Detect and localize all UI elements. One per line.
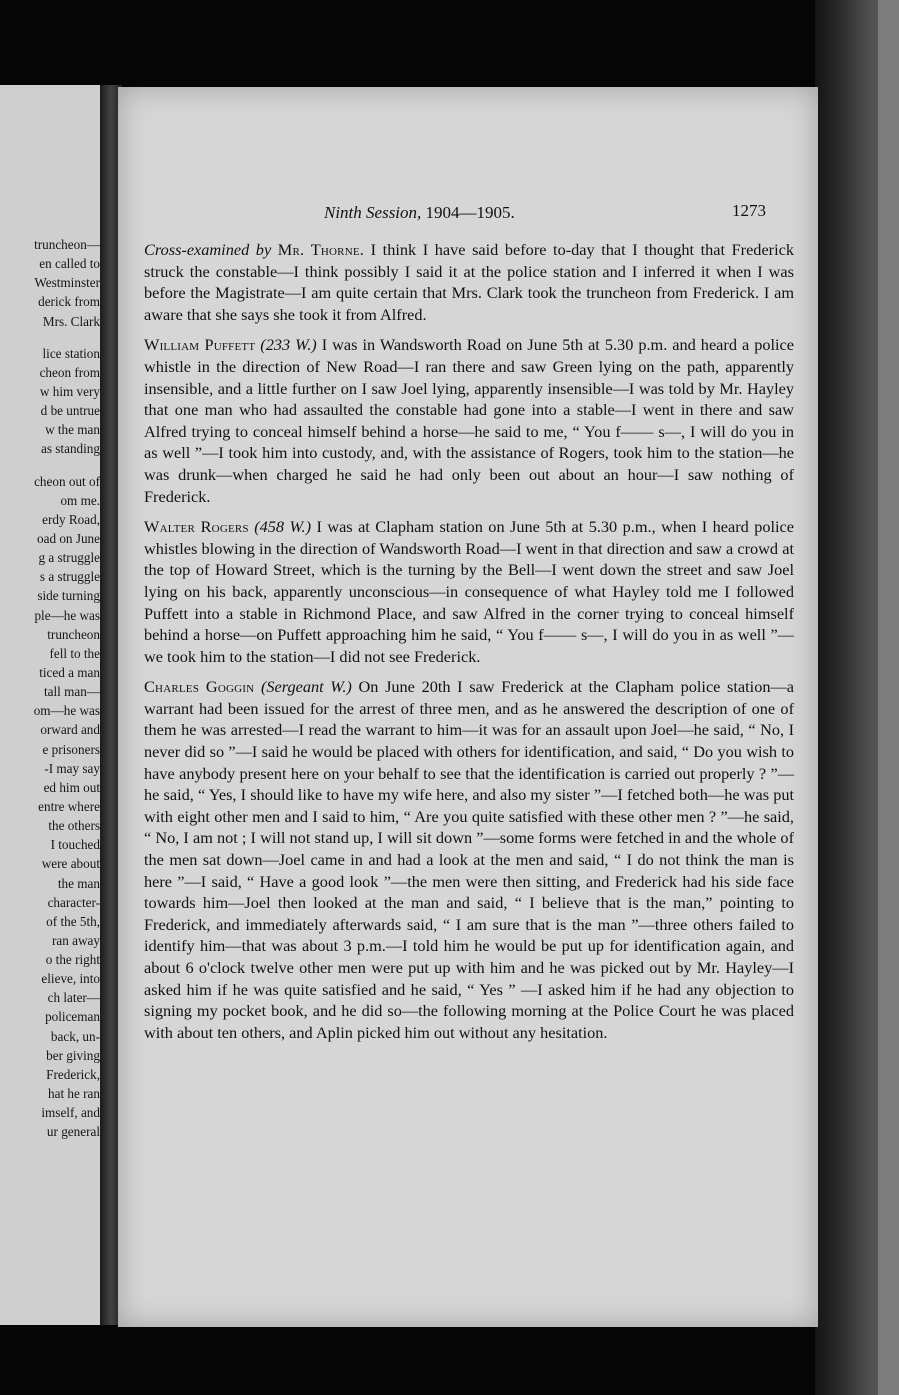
left-page-line: -I may say xyxy=(44,760,100,776)
left-page-line: w him very xyxy=(39,383,100,399)
left-page-line: character- xyxy=(47,894,100,910)
left-page-line: erdy Road, xyxy=(42,511,100,527)
left-page-line: were about xyxy=(41,856,100,872)
left-page-line: as standing xyxy=(41,441,100,457)
left-page-line: cheon out of xyxy=(34,473,100,489)
running-head-session: Ninth Session, xyxy=(324,203,422,222)
paragraph-testimony xyxy=(144,676,794,1043)
left-page-line: d be untrue xyxy=(40,403,100,419)
left-page-line: hat he ran xyxy=(48,1086,100,1102)
left-page-line: ed him out xyxy=(43,779,100,795)
left-page-line: ticed a man xyxy=(39,664,100,680)
left-page-line: lice station xyxy=(42,345,100,361)
left-page-line: oad on June xyxy=(37,530,100,546)
left-page-line: back, un- xyxy=(50,1028,100,1044)
left-page-line: elieve, into xyxy=(41,971,100,987)
left-page-line: Frederick, xyxy=(46,1066,100,1082)
left-page-gap xyxy=(34,459,100,472)
left-page-line: derick from xyxy=(38,294,100,310)
paragraph-text: I was at Clapham station on June 5th at 5.30 p.m., when I heard police whistles blowing in the direction of Wandsworth Road—I went in that direction and saw a crowd at the top of Howard Street, which is the turning by the Bell—I went down the street and saw Joel lying on his back, apparently unconscious—in consequence of what Hayley told me I followed Puffett into a stable in Richmond Place, and saw Alfred in the corner trying to conceal himself behind a horse—on Puffett approaching him he said, “ You f—— s—, I will do you in as well ”—we took him to the station—I did not see Frederick. xyxy=(144,517,794,666)
left-page-line: side turning xyxy=(37,588,100,604)
left-facing-page xyxy=(0,85,108,1325)
left-page-line: o the right xyxy=(45,952,100,968)
paragraph-text: On June 20th I saw Frederick at the Clapham police station—a warrant had been issued for the arrest of three men, and as he answered the description of one of them he was arrested—I read the warrant to him—it was for an assault upon Joel—he said, “ No, I never did so ”—I said he would be placed with others for identification, and said, “ Do you wish to have anybody present here on your behalf to see that the identification is carried out properly ? ”—he said, “ Yes, I should like to have my wife here, and also my sister ”—I fetched both—he was put with eight other men and I said to him, “ Are you quite satisfied with these other men ? ”—he said, “ No, I am not ; I will not stand up, I will sit down ”—some forms were fetched in and the whole of the men sat down—Joel came in and had a look at the men and said, “ I do not think the man is here ”—I said, “ Have a good look ”—the men were then sitting, and Frederick had his side face towards him—Joel then looked at the man and said, “ I believe that is the man,” pointing to Frederick, and immediately afterwards said, “ I am sure that is the man ”—three others failed to identify him—that was about 3 p.m.—I told him he would be put up for identification again, and about 6 o'clock twelve other men were put up with him and he was picked out by Mr. Hayley—I asked him if he was quite satisfied and he said, “ Yes ” —I asked him if he had any objection to signing my pocket book, and he did so—the following morning at the Police Court he was placed with about ten others, and Aplin picked him out without any hesitation. xyxy=(144,677,794,1042)
left-page-line: cheon from xyxy=(39,364,100,380)
page-body xyxy=(144,239,794,1052)
left-page-line: om—he was xyxy=(33,703,100,719)
running-head-years: 1904—1905. xyxy=(425,203,515,222)
left-page-line: imself, and xyxy=(41,1105,100,1121)
page-number: 1273 xyxy=(732,201,766,220)
scanner-edge xyxy=(878,0,899,1395)
left-page-line: om me. xyxy=(60,492,100,508)
witness-name: Mr. Thorne. xyxy=(277,240,365,259)
left-page-line: e prisoners xyxy=(42,741,100,757)
left-page-line: s a struggle xyxy=(39,569,100,585)
left-page-line: en called to xyxy=(39,256,100,272)
witness-note: (458 W.) xyxy=(254,517,312,537)
left-page-line: ch later— xyxy=(47,990,100,1006)
left-page-line: truncheon— xyxy=(34,237,100,252)
witness-name: Charles Goggin xyxy=(144,677,255,697)
left-page-line: ple—he was xyxy=(34,607,100,623)
left-page-line: the others xyxy=(48,818,100,834)
paragraph-testimony xyxy=(144,334,794,507)
witness-name: Walter Rogers xyxy=(144,517,249,537)
page-header xyxy=(118,203,818,227)
left-page-line: g a struggle xyxy=(38,550,100,566)
left-page-line: ur general xyxy=(46,1124,100,1140)
paragraph-cross-examination xyxy=(144,239,794,325)
left-page-line: the man xyxy=(57,875,100,891)
left-page-text-fragments xyxy=(34,235,100,1141)
paragraph-lead: Cross-examined by xyxy=(144,240,272,259)
left-page-line: w the man xyxy=(45,422,100,438)
left-page-line: policeman xyxy=(45,1009,100,1025)
paragraph-text: I was in Wandsworth Road on June 5th at 5.30 p.m. and heard a police whistle in the direction of New Road—I ran there and saw Green lying on the path, apparently insensible, and a little further on I saw Joel lying, apparently insensible—I was told by Mr. Hayley that one man who had assaulted the constable had gone into a stable—I went in there and saw Alfred trying to conceal himself behind a horse—he said to me, “ You f—— s—, I will do you in as well ”—I took him into custody, and, with the assistance of Rogers, took him to the station—he was drunk—when charged he said he had only been out about an hour—I saw nothing of Frederick. xyxy=(144,335,794,506)
left-page-line: ber giving xyxy=(46,1047,100,1063)
left-page-gap xyxy=(34,331,100,344)
witness-name: William Puffett xyxy=(144,335,256,355)
left-page-line: entre where xyxy=(38,798,100,814)
left-page-line: Westminster xyxy=(34,275,100,291)
left-page-line: orward and xyxy=(40,722,100,738)
left-page-line: of the 5th, xyxy=(46,913,100,929)
left-page-line: tall man— xyxy=(43,684,100,700)
left-page-line: truncheon xyxy=(47,626,100,642)
paragraph-testimony xyxy=(144,516,794,667)
left-page-line: ran away xyxy=(52,932,100,948)
witness-note: (Sergeant W.) xyxy=(260,677,352,697)
running-head xyxy=(324,203,515,223)
paragraph-text: I think I have said before to-day that I thought that Frederick struck the constable—I think possibly I said it at the police station and I inferred it when I was before the Magistrate—I am quite certain that Mrs. Clark took the truncheon from Frederick. I am aware that she says she took it from Alfred. xyxy=(144,240,794,324)
left-page-line: I touched xyxy=(50,837,100,853)
witness-note: (233 W.) xyxy=(260,335,317,355)
left-page-line: Mrs. Clark xyxy=(42,313,100,329)
left-page-line: fell to the xyxy=(49,645,100,661)
right-page xyxy=(118,87,818,1327)
